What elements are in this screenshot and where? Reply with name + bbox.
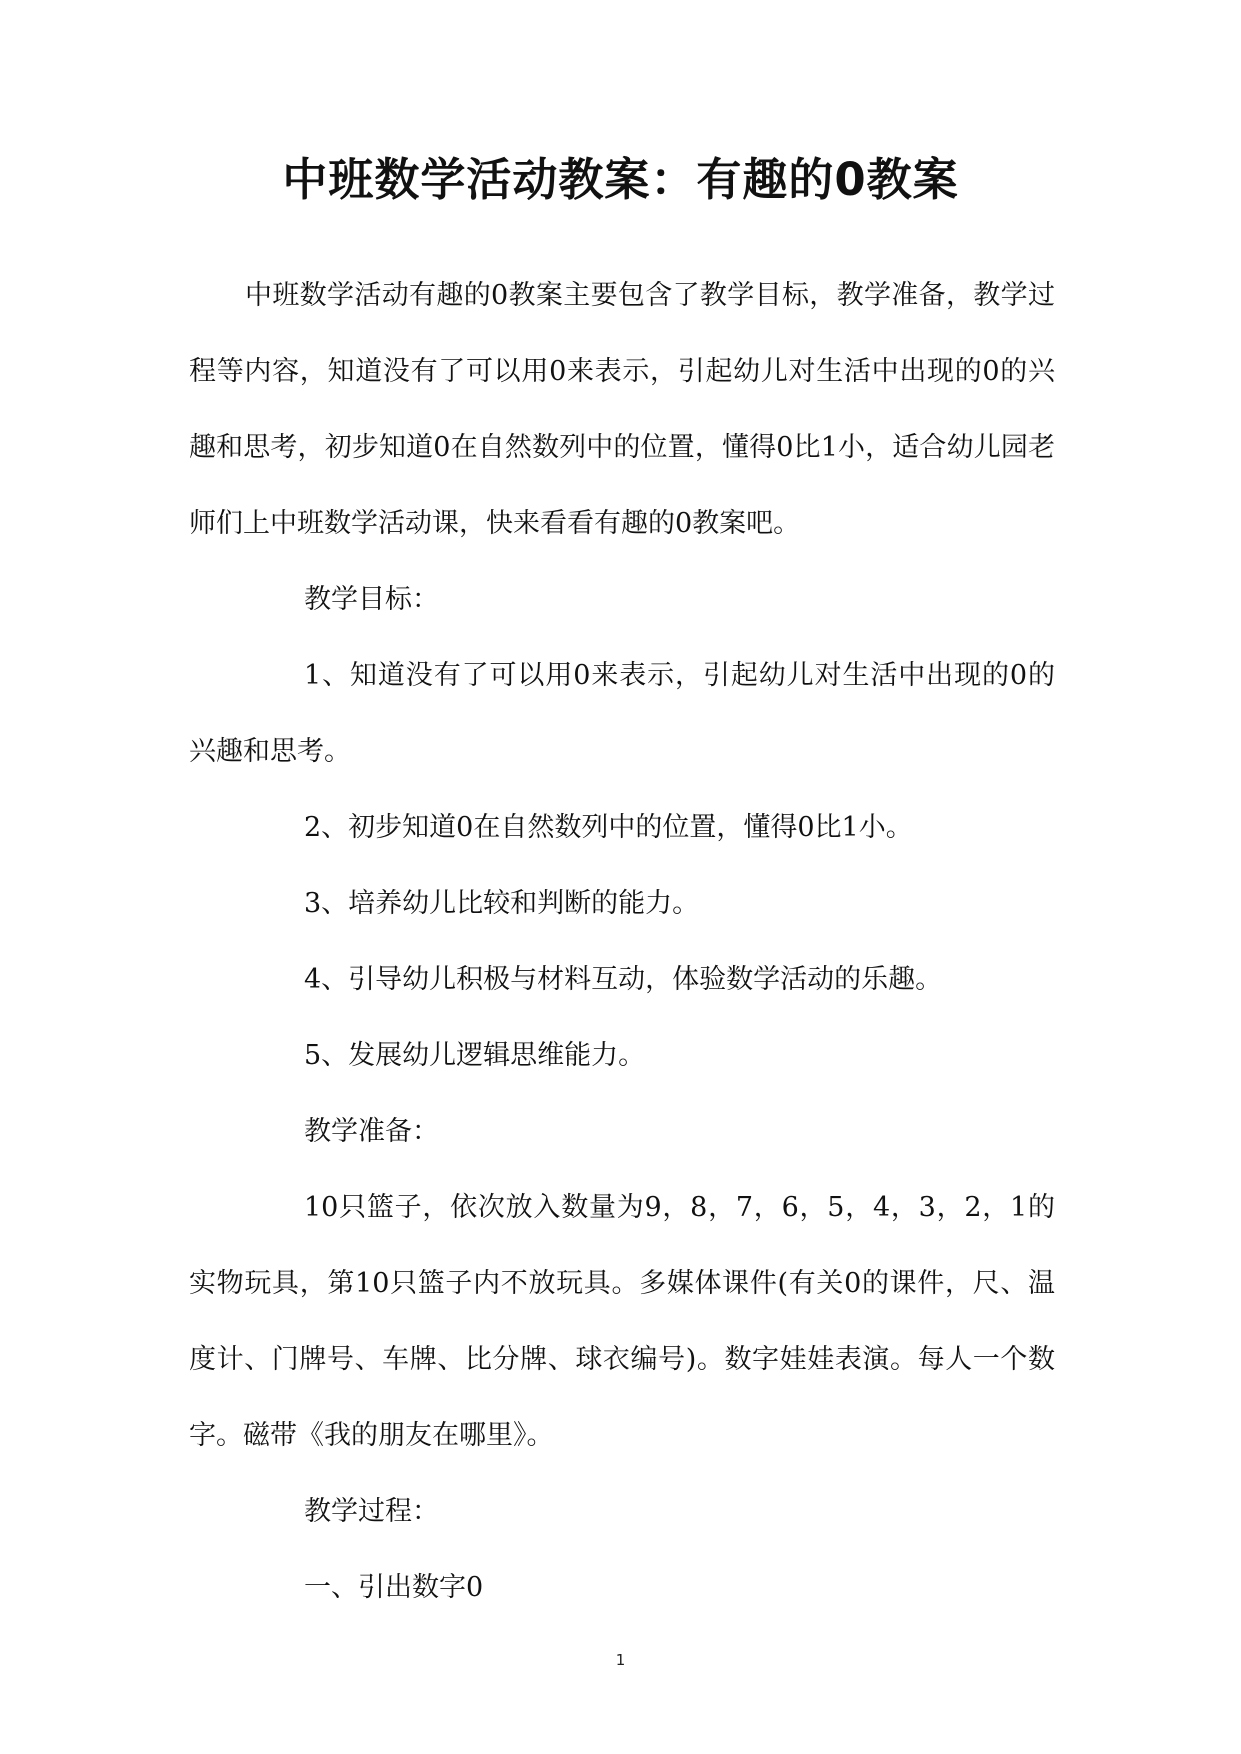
- document-body: [189, 258, 1055, 1626]
- objective-item-4: 4、引导幼儿积极与材料互动，体验数学活动的乐趣。: [304, 964, 943, 995]
- process-step-1: 一、引出数字0: [304, 1572, 484, 1603]
- page-number: 1: [615, 1651, 626, 1669]
- objective-item-2: 2、初步知道0在自然数列中的位置，懂得0比1小。: [304, 812, 913, 843]
- section-heading-preparation: 教学准备：: [304, 1116, 439, 1147]
- objective-item-1: 1、知道没有了可以用0来表示，引起幼儿对生活中出现的0的兴趣和思考。: [189, 660, 1055, 767]
- intro-paragraph: 中班数学活动有趣的0教案主要包含了教学目标，教学准备，教学过程等内容，知道没有了可以用0来表示，引起幼儿对生活中出现的0的兴趣和思考，初步知道0在自然数列中的位置，懂得0比1小，适合幼儿园老师们上中班数学活动课，快来看看有趣的0教案吧。: [189, 280, 1055, 539]
- objective-item-3: 3、培养幼儿比较和判断的能力。: [304, 888, 700, 919]
- preparation-paragraph: 10只篮子，依次放入数量为9，8，7，6，5，4，3，2，1的实物玩具，第10只篮子内不放玩具。多媒体课件(有关0的课件，尺、温度计、门牌号、车牌、比分牌、球衣编号)。数字娃娃表演。每人一个数字。磁带《我的朋友在哪里》。: [189, 1192, 1055, 1451]
- section-heading-process: 教学过程：: [304, 1496, 439, 1527]
- document-title: 中班数学活动教案：有趣的0教案: [282, 153, 959, 206]
- objective-item-5: 5、发展幼儿逻辑思维能力。: [304, 1040, 646, 1071]
- section-heading-objectives: 教学目标：: [304, 584, 439, 615]
